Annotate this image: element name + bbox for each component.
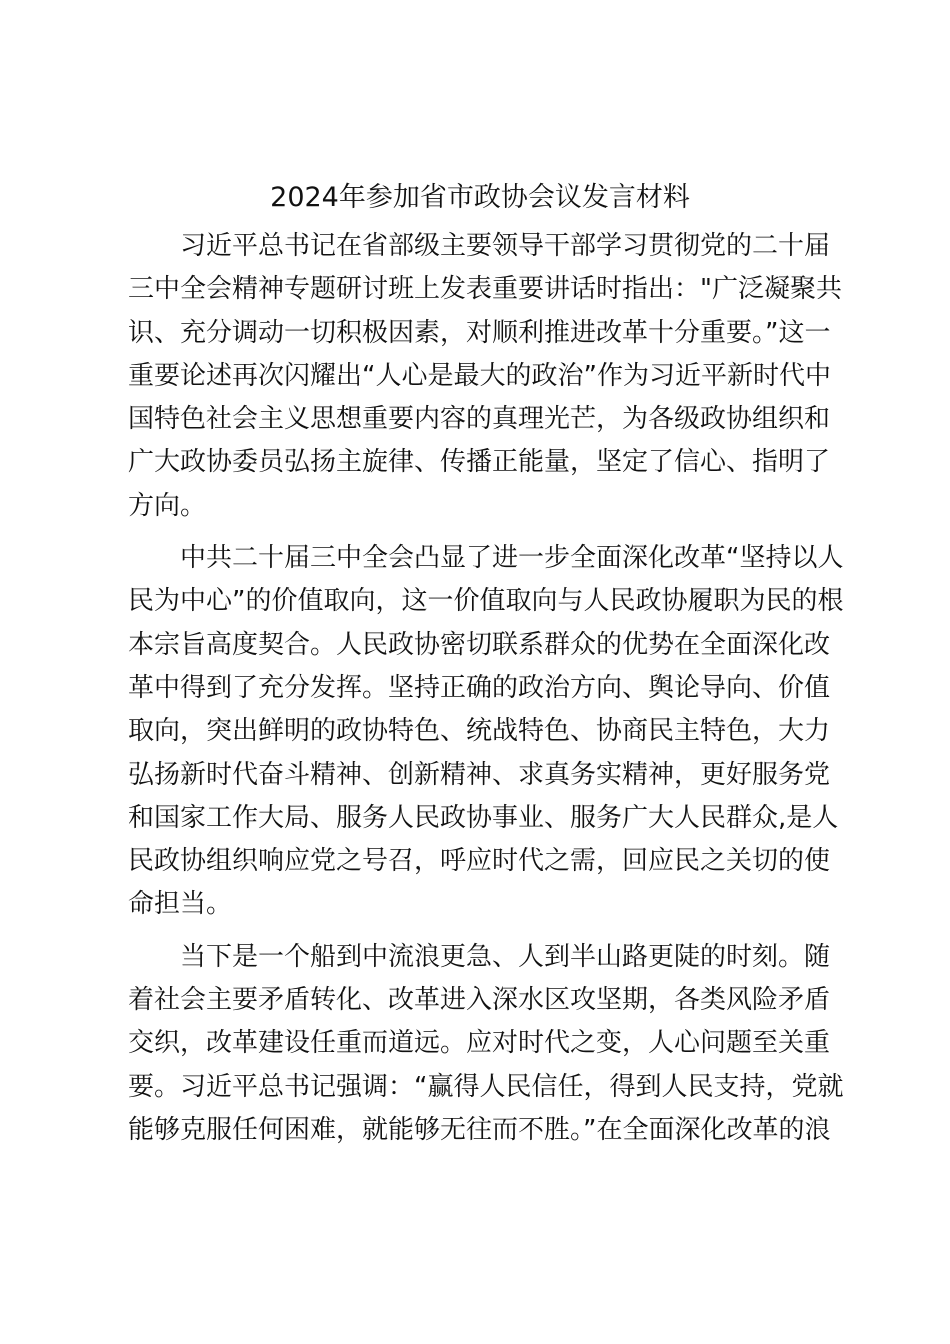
paragraph-line: 国特色社会主义思想重要内容的真理光芒，为各级政协组织和 [128, 404, 831, 435]
paragraph-line: 本宗旨高度契合。人民政协密切联系群众的优势在全面深化改 [128, 629, 831, 660]
document-body [128, 225, 844, 1161]
paragraph-line: 中共二十届三中全会凸显了进一步全面深化改革“坚持以人 [180, 543, 844, 574]
paragraph-line: 和国家工作大局、服务人民政协事业、服务广大人民群众,是人 [128, 802, 839, 833]
paragraph-3 [128, 936, 844, 1152]
paragraph-line: 能够克服任何困难，就能够无往而不胜。”在全面深化改革的浪 [128, 1114, 831, 1145]
paragraph-line: 识、充分调动一切积极因素，对顺利推进改革十分重要。”这一 [128, 317, 831, 348]
paragraph-line: 着社会主要矛盾转化、改革进入深水区攻坚期，各类风险矛盾 [128, 985, 831, 1016]
paragraph-line: 重要论述再次闪耀出“人心是最大的政治”作为习近平新时代中 [128, 360, 831, 391]
paragraph-2 [128, 537, 844, 927]
paragraph-1 [128, 225, 842, 528]
paragraph-line: 方向。 [128, 490, 207, 521]
paragraph-line: 弘扬新时代奋斗精神、创新精神、求真务实精神，更好服务党 [128, 759, 831, 790]
paragraph-line: 民政协组织响应党之号召，呼应时代之需，回应民之关切的使 [128, 846, 831, 877]
paragraph-line: 取向，突出鲜明的政协特色、统战特色、协商民主特色，大力 [128, 716, 831, 747]
paragraph-line: 要。习近平总书记强调：“赢得人民信任，得到人民支持，党就 [128, 1071, 844, 1102]
paragraph-line: 当下是一个船到中流浪更急、人到半山路更陡的时刻。随 [180, 941, 831, 972]
paragraph-line: 三中全会精神专题研讨班上发表重要讲话时指出："广泛凝聚共 [128, 274, 842, 305]
paragraph-line: 革中得到了充分发挥。坚持正确的政治方向、舆论导向、价值 [128, 672, 831, 703]
paragraph-line: 交织，改革建设任重而道远。应对时代之变，人心问题至关重 [128, 1028, 831, 1059]
paragraph-line: 习近平总书记在省部级主要领导干部学习贯彻党的二十届 [180, 231, 831, 261]
document-title: 2024年参加省市政协会议发言材料 [270, 182, 690, 213]
paragraph-line: 命担当。 [128, 889, 233, 920]
paragraph-line: 民为中心”的价值取向，这一价值取向与人民政协履职为民的根 [128, 586, 844, 617]
paragraph-line: 广大政协委员弘扬主旋律、传播正能量，坚定了信心、指明了 [128, 447, 831, 478]
